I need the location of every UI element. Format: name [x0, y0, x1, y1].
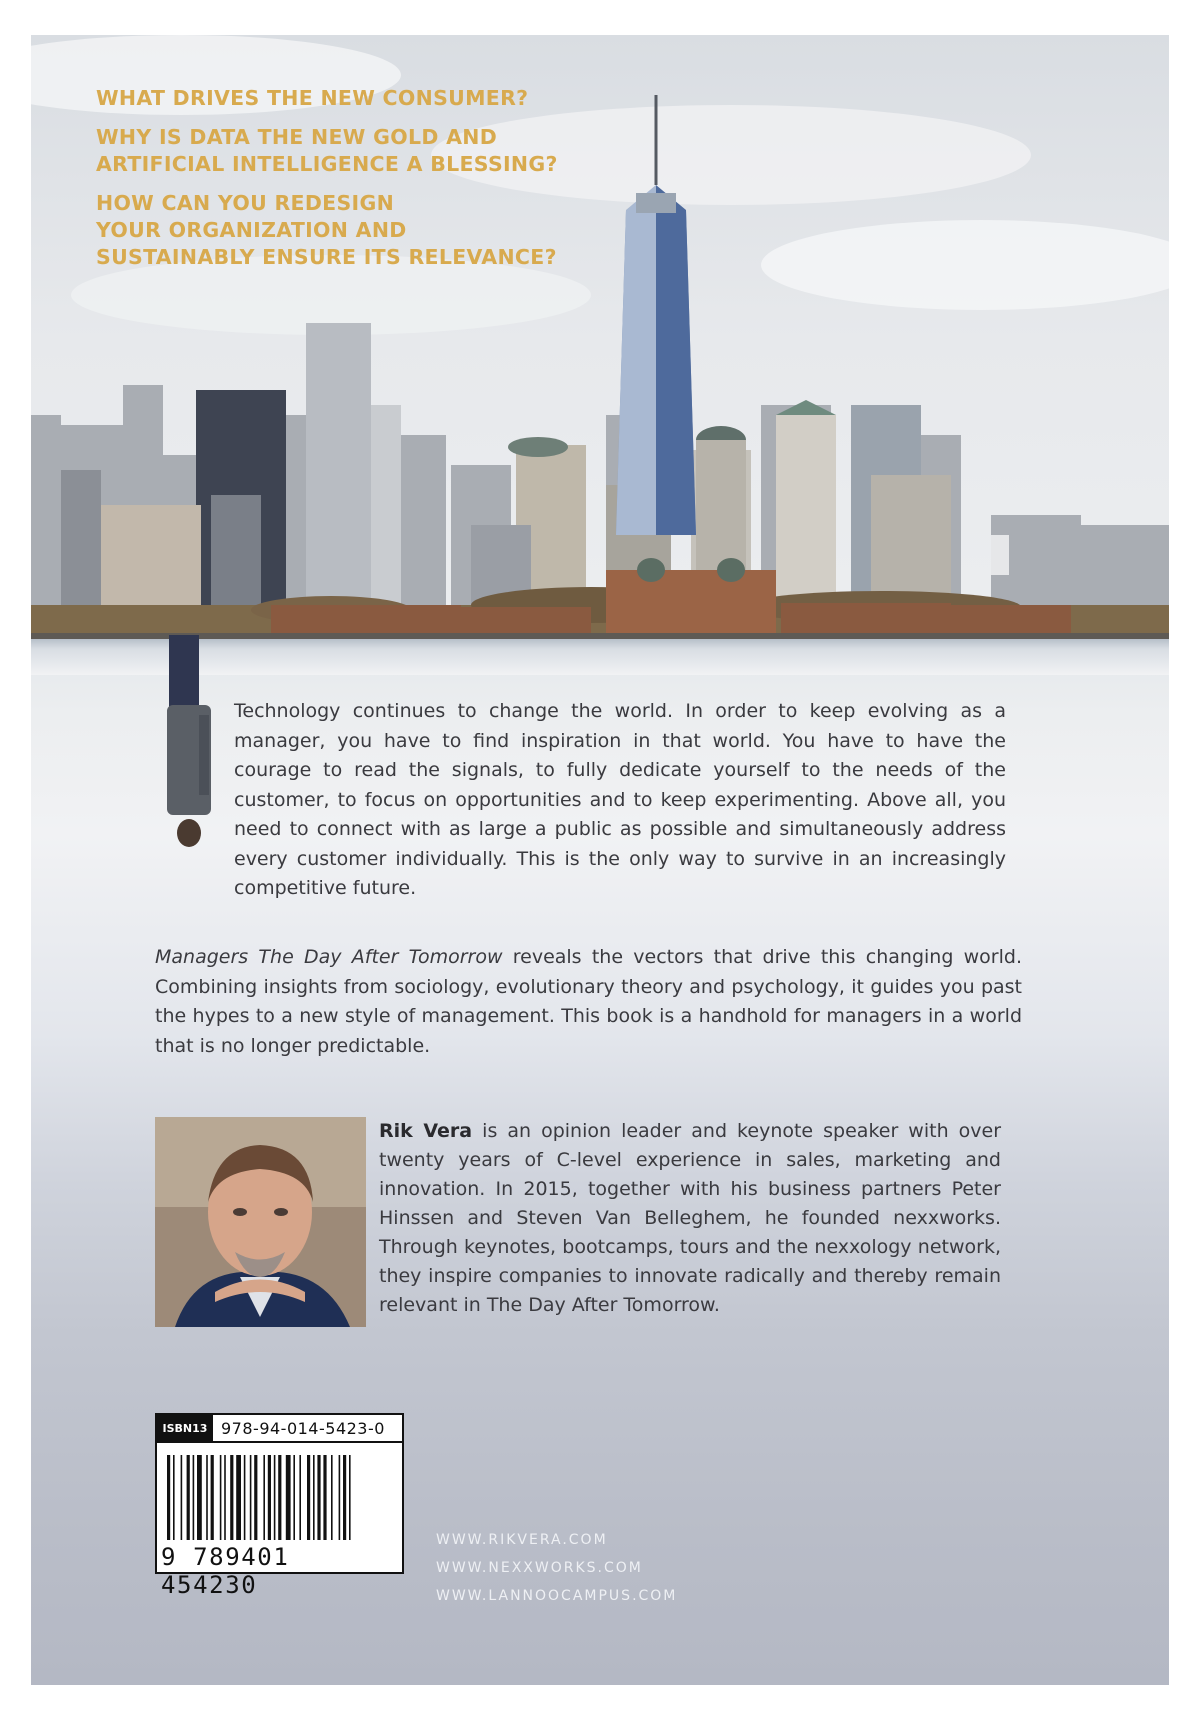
- isbn-row: [157, 1415, 402, 1443]
- barcode-bar: [236, 1455, 241, 1540]
- barcode-bar: [331, 1455, 333, 1540]
- author-bio-text: is an opinion leader and keynote speaker with over twenty years of C-level experience in sales, marketing and innovation. In 2015, together with his business partners Peter Hinssen and Steven Van Belleghem, he founded nexxworks. Through keynotes, bootcamps, tours and the nexxology network, they inspire companies to innovate radically and thereby remain relevant in The Day After Tomorrow.: [379, 1120, 1002, 1316]
- barcode-bar: [278, 1455, 281, 1540]
- barcode-bars: [167, 1455, 394, 1540]
- author-photo: [155, 1117, 366, 1327]
- barcode-bar: [307, 1455, 310, 1540]
- barcode-bar: [206, 1455, 208, 1540]
- cover-questions: [96, 85, 656, 283]
- barcode-bar: [286, 1455, 291, 1540]
- barcode-bar: [349, 1455, 351, 1540]
- barcode-bar: [193, 1455, 195, 1540]
- isbn-number: 978-94-014-5423-0: [221, 1418, 385, 1438]
- barcode-bar: [274, 1455, 276, 1540]
- barcode-bar: [224, 1455, 226, 1540]
- summary-paragraph: [155, 943, 1022, 1061]
- intro-paragraph: Technology continues to change the world. In order to keep evolving as a manager, you have to find inspiration in that world. You have to have the courage to read the signals, to fully dedicate yourself to the needs of the customer, to focus on opportunities and to keep experimenting. Above all, you need to connect with as large a public as possible and simultaneously address every customer individually. This is the only way to survive in an increasingly competitive future.: [234, 700, 1006, 899]
- barcode-digits: 9 789401 454230: [161, 1543, 290, 1599]
- barcode-bar: [187, 1455, 190, 1540]
- barcode-bar: [197, 1455, 202, 1540]
- barcode-bar: [211, 1455, 214, 1540]
- link-rikvera[interactable]: WWW.RIKVERA.COM: [436, 1532, 608, 1548]
- barcode-bar: [244, 1455, 246, 1540]
- question-3: HOW CAN YOU REDESIGN YOUR ORGANIZATION AND SUSTAINABLY ENSURE ITS RELEVANCE?: [96, 191, 557, 269]
- barcode-bar: [343, 1455, 346, 1540]
- question-2: WHY IS DATA THE NEW GOLD AND ARTIFICIAL INTELLIGENCE A BLESSING?: [96, 125, 558, 176]
- reflected-man-figure: [149, 635, 229, 850]
- website-links: [436, 1526, 677, 1610]
- barcode-bar: [254, 1455, 257, 1540]
- summary-text: reveals the vectors that drive this changing world. Combining insights from sociology, evolutionary theory and psychology, it guides you past the hypes to a new style of management. This book is a handhold for managers in a world that is no longer predictable.: [155, 946, 1022, 1057]
- author-name: Rik Vera: [379, 1120, 473, 1142]
- book-back-cover: [31, 35, 1169, 1685]
- barcode-bar: [339, 1455, 341, 1540]
- author-bio: [379, 1117, 1001, 1320]
- barcode-bar: [317, 1455, 320, 1540]
- barcode-bar: [250, 1455, 252, 1540]
- barcode-bar: [173, 1455, 175, 1540]
- barcode-bar: [220, 1455, 222, 1540]
- barcode-bar: [293, 1455, 295, 1540]
- barcode-bar: [323, 1455, 326, 1540]
- barcode-bar: [313, 1455, 315, 1540]
- book-title: Managers The Day After Tomorrow: [155, 946, 503, 968]
- isbn-label: ISBN13: [157, 1415, 213, 1441]
- barcode-bar: [263, 1455, 265, 1540]
- barcode-bar: [230, 1455, 233, 1540]
- barcode-bar: [268, 1455, 271, 1540]
- barcode-bar: [181, 1455, 183, 1540]
- barcode-bar: [299, 1455, 301, 1540]
- isbn-barcode: [155, 1413, 404, 1599]
- link-nexxworks[interactable]: WWW.NEXXWORKS.COM: [436, 1560, 643, 1576]
- link-lannoocampus[interactable]: WWW.LANNOOCAMPUS.COM: [436, 1588, 678, 1604]
- barcode-bar: [167, 1455, 170, 1540]
- question-1: WHAT DRIVES THE NEW CONSUMER?: [96, 86, 529, 110]
